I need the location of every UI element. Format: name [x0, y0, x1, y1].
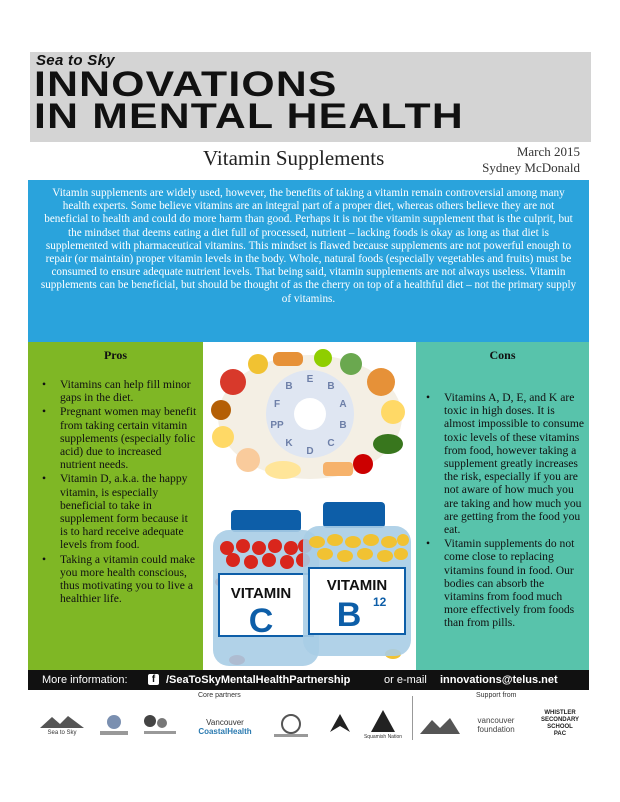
- cons-column: [416, 342, 589, 670]
- people-logo-icon: [138, 712, 182, 738]
- society-emblem-icon: [268, 714, 314, 738]
- masthead: [30, 52, 591, 142]
- whistler-secondary-pac-logo: WHISTLER SECONDARY SCHOOL PAC: [540, 710, 580, 737]
- wheel-letter: F: [273, 399, 281, 410]
- cons-heading: Cons: [489, 348, 516, 362]
- article-date: March 2015: [516, 144, 580, 159]
- squamish-emblem-icon: [371, 710, 395, 732]
- mountain-logo-icon: [420, 714, 460, 738]
- pros-item: • Vitamin D, a.k.a. the happy vitamin, is especially beneficial to take in supplement form because it is to hard receive adequate levels from food.: [42, 472, 197, 551]
- wheel-letter: D: [306, 446, 314, 457]
- core-partners-label: Core partners: [198, 692, 241, 699]
- pros-heading: Pros: [103, 348, 128, 362]
- sea-to-sky-logo: Sea to Sky: [40, 714, 84, 736]
- footer-info-bar: [28, 670, 589, 690]
- bottle-b12-label: VITAMIN: [326, 577, 388, 594]
- footer: [28, 670, 589, 758]
- vitamin-foods-and-bottles-image: [203, 342, 416, 670]
- vancouver-foundation-logo: vancouver foundation: [477, 716, 515, 734]
- wheel-letter: E: [306, 374, 314, 385]
- facebook-link[interactable]: /SeaToSkyMentalHealthPartnership: [166, 674, 351, 686]
- cons-item: • Vitamins A, D, E, and K are toxic in high doses. It is almost impossible to consume toxic levels of these vitamins from food, however taking a supplement greatly increases the risk, especially if you are not aware of how much you are taking and how much you are getting from the food you eat.: [426, 391, 585, 536]
- article-meta: [482, 144, 580, 176]
- bird-icon: [328, 712, 352, 738]
- support-logo-mountains: [420, 714, 460, 738]
- vitamins-illustration: [203, 342, 416, 670]
- masthead-title-line1: INNOVATIONS: [34, 65, 338, 104]
- squamish-nation-logo: Squamish Nation: [358, 710, 408, 740]
- community-services-logo: [138, 712, 182, 738]
- bottle-b12-superscript: 12: [373, 595, 387, 609]
- wheel-letter: C: [327, 438, 335, 449]
- masthead-subtitle: Sea to Sky: [36, 52, 115, 69]
- intro-paragraph: Vitamin supplements are widely used, however, the benefits of taking a vitamin remain controversial among many health experts. Some believe vitamins are an integral part of a proper diet, whereas others believe they are not beneficial to health and could do more harm than good. Perhaps it is not the vitamin supplement that is the culprit, but the mindset that deems eating a diet full of processed, nutrient – lacking foods is okay as long as that diet is supplemented with pharmaceutical vitamins. This mindset is flawed because supplements are not powerful enough to repair (or maintain) proper vitamin levels in the body. Whole, natural foods (especially vegetables and fruits) must be consumed to ensure adequate nutrient levels. That being said, vitamin supplements are not always useless. Vitamin supplements can be beneficial, but should be thought of as the cherry on top of a healthful diet – not the primary supply of vitamins.: [28, 180, 589, 342]
- facebook-icon: f: [148, 674, 159, 685]
- bc-crest-icon: [94, 714, 134, 738]
- or-email-label: or e-mail: [384, 674, 427, 686]
- wheel-letter: B: [285, 381, 293, 392]
- wheel-letter: B: [339, 420, 347, 431]
- wheel-letter: A: [339, 399, 347, 410]
- pros-item: • Taking a vitamin could make you more health conscious, thus motivating you to live a healthier life.: [42, 553, 197, 606]
- email-link[interactable]: innovations@telus.net: [440, 674, 558, 686]
- bird-emblem-logo: [328, 712, 352, 738]
- more-info-label: More information:: [42, 674, 128, 686]
- pros-column: [28, 342, 203, 670]
- partners-divider: [412, 696, 413, 740]
- pros-item: • Vitamins can help fill minor gaps in the diet.: [42, 378, 197, 404]
- wheel-letter: PP: [270, 420, 284, 431]
- bc-government-logo: [94, 714, 134, 738]
- wheel-letter: K: [285, 438, 293, 449]
- pros-list: [28, 363, 203, 605]
- support-from-label: Support from: [476, 692, 517, 699]
- bottle-b12-letter: B: [336, 596, 362, 634]
- mountain-logo-icon: [40, 714, 84, 728]
- wheel-letter: B: [327, 381, 335, 392]
- pros-item: • Pregnant women may benefit from taking certain vitamin supplements (especially folic acid) due to increased nutrient needs.: [42, 405, 197, 471]
- community-services-society-logo: [268, 714, 314, 738]
- cons-item: • Vitamin supplements do not come close to replacing vitamins found in food. Our bodies can absorb the vitamins from food much more effectively from foods than from pills.: [426, 537, 585, 629]
- article-author: Sydney McDonald: [482, 160, 580, 175]
- article-title: Vitamin Supplements: [203, 146, 385, 170]
- bottle-c-letter: C: [248, 602, 274, 640]
- cons-list: [416, 363, 589, 630]
- bottle-c-label: VITAMIN: [230, 585, 292, 602]
- vancouver-coastal-health-logo: Vancouver CoastalHealth: [198, 718, 252, 736]
- masthead-title-line2: IN MENTAL HEALTH: [34, 97, 464, 136]
